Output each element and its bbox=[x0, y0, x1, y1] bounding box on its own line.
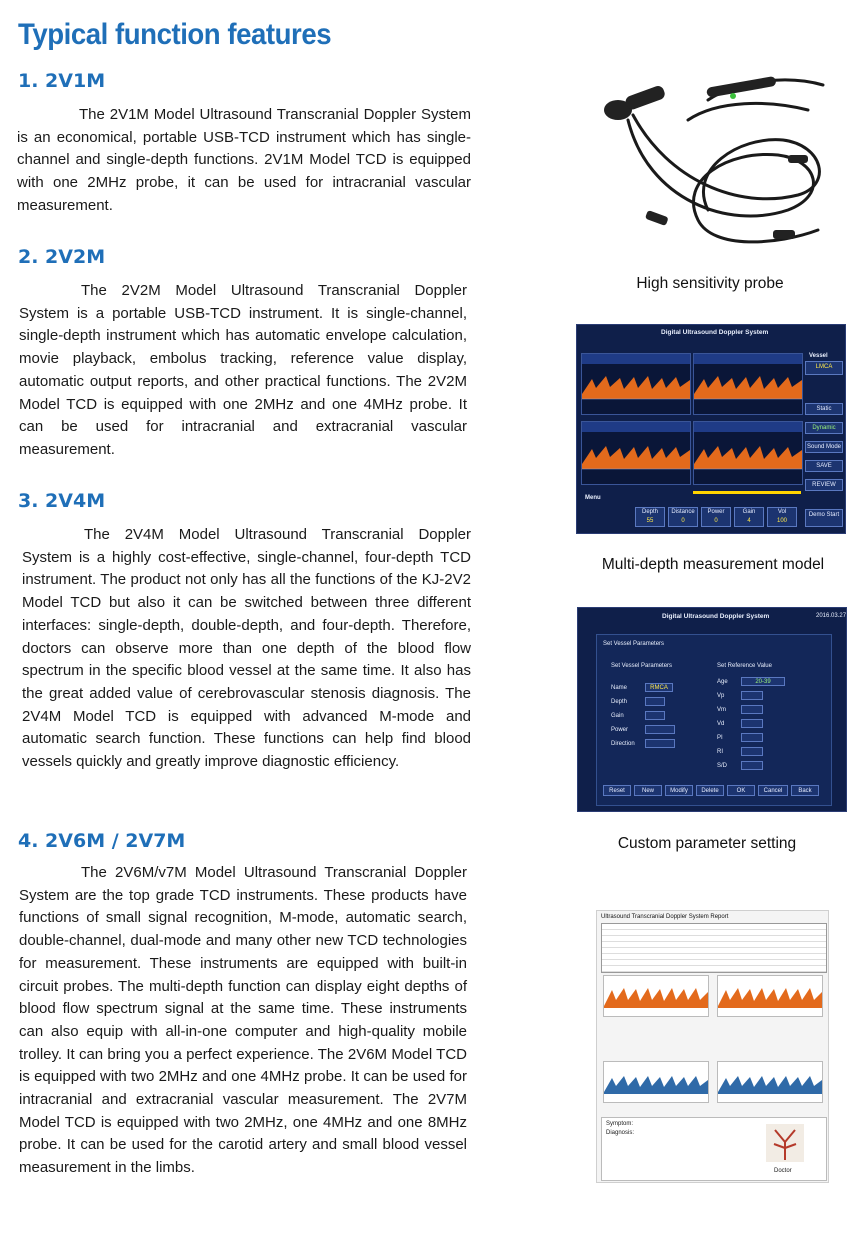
sound-mode-button[interactable]: Sound Mode bbox=[805, 441, 843, 453]
report-table bbox=[601, 923, 827, 973]
section-body-2v4m: The 2V4M Model Ultrasound Transcranial Doppler System is a highly cost-effective, single-channel, four-depth TCD instrument. The product not only has all the functions of the KJ-2V2 Model TCD but also it can be switched between three different interfaces: single-depth, double-depth, and four-depth. Therefore, doctors can observe more than one depth of the blood flow spectrum in the specific blood vessel at the same time. It also has the great added value of cerebrovascular stenosis diagnosis. The 2V4M Model TCD is equipped with advanced M-mode and automatic search function. These functions can help find blood vessels quickly and greatly improve diagnostic efficiency. bbox=[22, 526, 471, 771]
section-heading-2v2m: 2. 2V2M bbox=[18, 246, 106, 268]
age-select[interactable]: 20-39 bbox=[741, 677, 785, 686]
doctor-label: Doctor bbox=[774, 1168, 792, 1174]
section-body-2v2m: The 2V2M Model Ultrasound Transcranial Doppler System is a portable USB-TCD instrument. It is single-channel, single-depth instrument which has automatic envelope calculation, movie playback, embolus tracking, reference value display, automatic output reports, and other practical functions. The 2V2M Model TCD is equipped with one 2MHz and one 4MHz probe. It can be used for intracranial and extracranial vascular measurement. bbox=[19, 282, 467, 458]
section-body-2v6m-2v7m: The 2V6M/v7M Model Ultrasound Transcranial Doppler System are the top grade TCD instruments. These products have functions of small signal recognition, M-mode, automatic search, double-channel, dual-mode and many other new TCD technologies for measurement. These instruments are equipped with built-in circuit probes. The multi-depth function can display eight depths of blood flow spectrum signal at the same time. These instruments can also equip with all-in-one computer and high-quality mobile trolley. It can bring you a perfect experience. The 2V6M Model TCD is equipped with two 2MHz and one 4MHz probe. It can be used for intracranial and extracranial vascular measurement. The 2V7M Model TCD is equipped with two 2MHz, one 4MHz and one 8MHz probe. It can be used for the carotid artery and small blood vessel measurement in the limbs. bbox=[19, 864, 467, 1177]
vol-label: Vol bbox=[777, 509, 787, 515]
dynamic-button[interactable]: Dynamic bbox=[805, 422, 843, 434]
vd-label: Vd bbox=[717, 721, 725, 727]
report-spectrum bbox=[603, 1061, 709, 1103]
gain-input[interactable] bbox=[645, 711, 665, 720]
power-value: 0 bbox=[714, 518, 718, 524]
depth-input[interactable] bbox=[645, 697, 665, 706]
depth-field-label: Depth bbox=[611, 699, 628, 705]
vol-param[interactable] bbox=[767, 507, 797, 527]
probe-caption: High sensitivity probe bbox=[636, 275, 784, 292]
save-button[interactable]: SAVE bbox=[805, 460, 843, 472]
sd-input[interactable] bbox=[741, 761, 763, 770]
parameter-bar bbox=[635, 507, 799, 529]
custom-screen-title: Digital Ultrasound Doppler System bbox=[662, 613, 770, 620]
section-heading-2v1m: 1. 2V1M bbox=[18, 70, 106, 92]
vessel-params-heading: Set Vessel Parameters bbox=[611, 663, 673, 669]
dialog-title: Set Vessel Parameters bbox=[603, 641, 665, 647]
spectrum-panel bbox=[693, 421, 803, 485]
direction-input[interactable] bbox=[645, 739, 675, 748]
direction-field-label: Direction bbox=[611, 741, 635, 747]
name-input[interactable]: RMCA bbox=[645, 683, 673, 692]
gain-value: 4 bbox=[747, 518, 751, 524]
spectrum-panel bbox=[693, 353, 803, 415]
age-label: Age bbox=[717, 679, 728, 685]
report-screenshot bbox=[596, 910, 829, 1183]
section-heading-2v4m: 3. 2V4M bbox=[18, 490, 106, 512]
custom-parameter-screenshot bbox=[577, 607, 847, 812]
reset-button[interactable]: Reset bbox=[603, 785, 631, 796]
vol-value: 100 bbox=[776, 518, 787, 524]
probe-image bbox=[588, 60, 838, 260]
menu-label: Menu bbox=[585, 495, 601, 501]
vd-input[interactable] bbox=[741, 719, 763, 728]
vm-label: Vm bbox=[717, 707, 726, 713]
depth-value: 55 bbox=[646, 518, 654, 524]
vessel-select[interactable]: LMCA bbox=[805, 361, 843, 375]
section-heading-2v6m-2v7m: 4. 2V6M / 2V7M bbox=[18, 830, 186, 852]
sd-label: S/D bbox=[717, 763, 728, 769]
demo-start-button[interactable]: Demo Start bbox=[805, 509, 843, 527]
distance-param[interactable] bbox=[668, 507, 698, 527]
modify-button[interactable]: Modify bbox=[665, 785, 693, 796]
report-spectrum bbox=[717, 1061, 823, 1103]
symptom-label: Symptom: bbox=[606, 1121, 634, 1127]
ok-button[interactable]: OK bbox=[727, 785, 755, 796]
power-label: Power bbox=[707, 509, 725, 515]
section-body-2v1m: The 2V1M Model Ultrasound Transcranial Doppler System is an economical, portable USB-TCD instrument which has single-channel and single-depth functions. 2V1M Model TCD is equipped with one 2MHz probe, it can be used for intracranial vascular measurement. bbox=[17, 106, 471, 214]
report-title: Ultrasound Transcranial Doppler System Report bbox=[601, 914, 729, 920]
power-param[interactable] bbox=[701, 507, 731, 527]
depth-label: Depth bbox=[641, 509, 658, 515]
back-button[interactable]: Back bbox=[791, 785, 819, 796]
report-notes bbox=[601, 1117, 827, 1181]
custom-parameter-caption: Custom parameter setting bbox=[617, 835, 797, 852]
brain-vessel-diagram bbox=[766, 1124, 804, 1162]
distance-label: Distance bbox=[671, 509, 695, 515]
vessel-label: Vessel bbox=[809, 353, 828, 359]
distance-value: 0 bbox=[681, 518, 685, 524]
gain-param[interactable] bbox=[734, 507, 764, 527]
static-button[interactable]: Static bbox=[805, 403, 843, 415]
gain-label: Gain bbox=[742, 509, 756, 515]
multi-depth-screen-title: Digital Ultrasound Doppler System bbox=[661, 329, 769, 336]
progress-bar bbox=[693, 491, 801, 494]
review-button[interactable]: REVIEW bbox=[805, 479, 843, 491]
vp-label: Vp bbox=[717, 693, 725, 699]
reference-heading: Set Reference Value bbox=[717, 663, 772, 669]
gain-field-label: Gain bbox=[611, 713, 624, 719]
page-title: Typical function features bbox=[18, 18, 332, 51]
spectrum-panel bbox=[581, 353, 691, 415]
delete-button[interactable]: Delete bbox=[696, 785, 724, 796]
name-label: Name bbox=[611, 685, 628, 691]
vp-input[interactable] bbox=[741, 691, 763, 700]
ri-input[interactable] bbox=[741, 747, 763, 756]
pi-input[interactable] bbox=[741, 733, 763, 742]
multi-depth-screenshot bbox=[576, 324, 846, 534]
ri-label: RI bbox=[717, 749, 723, 755]
diagnosis-label: Diagnosis: bbox=[606, 1130, 635, 1136]
vm-input[interactable] bbox=[741, 705, 763, 714]
custom-screen-date: 2016.03.27 bbox=[816, 613, 847, 619]
power-input[interactable] bbox=[645, 725, 675, 734]
pi-label: PI bbox=[717, 735, 723, 741]
spectrum-panel bbox=[581, 421, 691, 485]
new-button[interactable]: New bbox=[634, 785, 662, 796]
report-spectrum bbox=[603, 975, 709, 1017]
multi-depth-caption: Multi-depth measurement model bbox=[601, 556, 825, 573]
settings-dialog bbox=[596, 634, 832, 806]
depth-param[interactable] bbox=[635, 507, 665, 527]
report-spectrum bbox=[717, 975, 823, 1017]
power-field-label: Power bbox=[611, 727, 629, 733]
cancel-button[interactable]: Cancel bbox=[758, 785, 788, 796]
